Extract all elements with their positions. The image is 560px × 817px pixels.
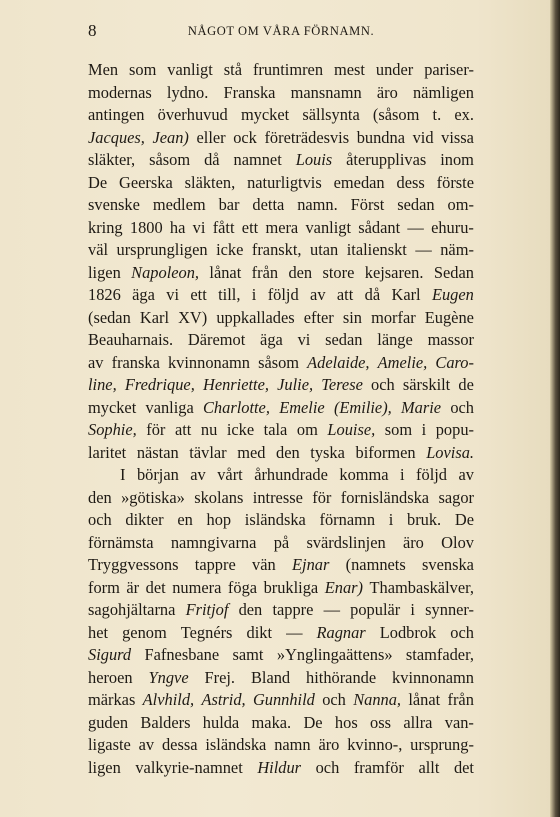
word: Thambaskälver, bbox=[369, 577, 474, 597]
word: ett bbox=[241, 217, 259, 237]
word: inom bbox=[440, 150, 474, 169]
word: märkas bbox=[88, 690, 136, 709]
italic-word: Lovisa. bbox=[426, 442, 474, 462]
word: bruk. bbox=[407, 510, 442, 529]
word: namnet bbox=[233, 150, 282, 169]
word: vi bbox=[192, 217, 206, 237]
word: kejsaren. bbox=[364, 262, 424, 282]
italic-word: Eugen bbox=[431, 285, 474, 304]
word: att bbox=[174, 420, 192, 439]
text-line bbox=[88, 352, 474, 375]
word: stamfader, bbox=[405, 645, 474, 664]
word: tappre bbox=[272, 600, 314, 619]
word: av bbox=[138, 735, 155, 754]
italic-word: Caro- bbox=[435, 352, 474, 372]
text-line bbox=[88, 464, 474, 487]
word: och bbox=[88, 510, 112, 529]
word: oss bbox=[370, 712, 391, 732]
italic-word: Marie bbox=[401, 397, 442, 417]
italic-word: Nanna, bbox=[353, 690, 401, 709]
word: ligaste bbox=[88, 735, 131, 754]
word: föga bbox=[227, 577, 258, 597]
word: hulda bbox=[202, 712, 240, 732]
text-line bbox=[88, 712, 474, 735]
word: sedan bbox=[325, 330, 363, 349]
word: »Ynglingaättens» bbox=[276, 645, 393, 664]
word: store bbox=[322, 262, 355, 282]
page-spine-edge bbox=[550, 0, 560, 817]
word: Tegnérs bbox=[180, 622, 233, 642]
word: Frej. bbox=[204, 667, 236, 687]
word: i bbox=[421, 420, 427, 439]
word: I bbox=[120, 465, 126, 484]
word: då bbox=[364, 285, 381, 304]
word: är bbox=[126, 577, 140, 597]
italic-word: Enar) bbox=[324, 577, 363, 597]
text-line bbox=[88, 667, 474, 690]
word: näm- bbox=[440, 240, 474, 259]
word: om bbox=[296, 420, 318, 439]
word: svenske bbox=[88, 195, 140, 214]
word: svenska bbox=[422, 555, 474, 574]
italic-word: line, bbox=[88, 375, 117, 394]
word: stå bbox=[223, 60, 242, 79]
word: väl bbox=[88, 240, 109, 259]
text-line bbox=[88, 509, 474, 532]
word: Men bbox=[88, 60, 119, 79]
word: hithörande bbox=[306, 667, 377, 687]
word: särskilt bbox=[402, 375, 451, 394]
word: naturligtvis bbox=[247, 172, 322, 192]
word: ock bbox=[233, 127, 257, 147]
word: mycket bbox=[88, 397, 137, 417]
word: företrädesvis bbox=[264, 127, 350, 147]
page-number: 8 bbox=[88, 21, 97, 40]
italic-word: Louise, bbox=[327, 420, 376, 439]
text-line bbox=[88, 127, 474, 150]
word: den bbox=[288, 262, 313, 282]
italic-word: Louis bbox=[295, 150, 333, 169]
word: hos bbox=[334, 712, 358, 732]
word: och bbox=[450, 397, 474, 417]
word: ehuru- bbox=[431, 217, 474, 237]
word: tyska bbox=[310, 442, 345, 462]
word: såsom bbox=[149, 150, 191, 169]
word: den bbox=[88, 487, 112, 507]
word: Fafnesbane bbox=[144, 645, 220, 664]
word: vän bbox=[252, 555, 276, 574]
word: äro bbox=[402, 532, 424, 552]
word: vårt bbox=[217, 465, 243, 484]
word: het bbox=[88, 622, 109, 642]
word: form bbox=[88, 577, 120, 597]
word: följd bbox=[267, 285, 299, 304]
word: från bbox=[447, 690, 474, 709]
word: länge bbox=[377, 330, 413, 349]
text-line bbox=[88, 149, 474, 172]
word: popu- bbox=[435, 420, 474, 439]
word: som bbox=[129, 60, 157, 79]
word: — bbox=[415, 240, 432, 259]
word: i bbox=[251, 285, 257, 304]
word: medlem bbox=[152, 195, 206, 214]
word: namn bbox=[274, 735, 311, 754]
word: icke bbox=[226, 420, 255, 439]
text-line bbox=[88, 757, 474, 780]
word: skolans bbox=[194, 487, 244, 507]
word: De bbox=[303, 712, 323, 732]
word: som bbox=[384, 420, 413, 439]
italic-word: Emelie bbox=[279, 397, 325, 417]
text-line bbox=[88, 374, 474, 397]
word: Franska bbox=[223, 82, 276, 102]
word: »götiska» bbox=[121, 487, 185, 507]
text-line bbox=[88, 689, 474, 712]
word: bar bbox=[218, 195, 240, 214]
word: mest bbox=[333, 60, 365, 79]
word: då bbox=[204, 150, 220, 169]
text-line bbox=[88, 104, 474, 127]
italic-word: Fredrique, bbox=[124, 375, 195, 394]
word: italienskt bbox=[346, 240, 407, 259]
italic-word: Hildur bbox=[257, 757, 302, 777]
word: 1800 bbox=[129, 217, 163, 237]
word: under bbox=[375, 60, 414, 79]
word: ursprungligen bbox=[116, 240, 208, 259]
word: pariser- bbox=[424, 60, 474, 79]
running-title: NÅGOT OM VÅRA FÖRNAMN. bbox=[187, 24, 375, 38]
word: sådant bbox=[358, 217, 401, 237]
text-line bbox=[88, 217, 474, 240]
word: guden bbox=[88, 712, 129, 732]
word: kvinno-, bbox=[347, 735, 403, 754]
italic-word: Astrid, bbox=[201, 690, 246, 709]
word: — bbox=[407, 217, 424, 237]
word: vi bbox=[166, 285, 179, 304]
italic-word: Napoleon, bbox=[131, 262, 200, 282]
word: dikter bbox=[125, 510, 164, 529]
text-line bbox=[88, 487, 474, 510]
word: Geerska bbox=[119, 172, 173, 192]
text-line bbox=[88, 554, 474, 577]
word: fornisländska bbox=[340, 487, 430, 507]
word: — bbox=[286, 622, 303, 642]
text-line bbox=[88, 329, 474, 352]
word: förste bbox=[436, 172, 474, 192]
text-line bbox=[88, 172, 474, 195]
word: laritet bbox=[88, 442, 127, 462]
word: De bbox=[454, 510, 474, 529]
text-line bbox=[88, 644, 474, 667]
italic-word: Gunnhild bbox=[252, 690, 315, 709]
word: det bbox=[145, 577, 166, 597]
word: i bbox=[388, 510, 394, 529]
word: komma bbox=[339, 465, 389, 484]
word: nästan bbox=[136, 442, 179, 462]
word: nu bbox=[200, 420, 218, 439]
word: sagor bbox=[438, 487, 474, 507]
word: allt bbox=[418, 757, 440, 777]
word: äga bbox=[132, 285, 155, 304]
word: valkyrie-namnet bbox=[135, 757, 243, 777]
word: ursprung- bbox=[410, 735, 474, 754]
word: synner- bbox=[425, 600, 474, 619]
word: sällsynta bbox=[302, 105, 360, 124]
word: Däremot bbox=[187, 330, 246, 349]
word: Karl bbox=[139, 307, 169, 327]
word: ligen bbox=[88, 757, 121, 777]
text-line bbox=[88, 532, 474, 555]
word: och bbox=[322, 690, 346, 709]
word: en bbox=[177, 510, 193, 529]
word: genom bbox=[122, 622, 167, 642]
word: De bbox=[88, 172, 108, 192]
word: Sedan bbox=[433, 262, 474, 282]
word: återupplivas bbox=[346, 150, 427, 169]
word: den bbox=[276, 442, 300, 462]
word: fått bbox=[212, 217, 235, 237]
word: biformen bbox=[355, 442, 416, 462]
word: det bbox=[453, 757, 474, 777]
text-line bbox=[88, 307, 474, 330]
word: kvinnonamn bbox=[392, 667, 474, 687]
word: uppkallades bbox=[216, 307, 295, 327]
word: Först bbox=[350, 195, 385, 214]
word: tala bbox=[263, 420, 288, 439]
word: och bbox=[315, 757, 340, 777]
word: isländska bbox=[244, 510, 306, 529]
word: ligen bbox=[88, 262, 121, 282]
word: heroen bbox=[88, 667, 133, 687]
word: (namnets bbox=[345, 555, 406, 574]
word: icke bbox=[216, 240, 244, 259]
word: vanligt bbox=[167, 60, 213, 79]
word: släkten, bbox=[184, 172, 236, 192]
word: lånat bbox=[408, 690, 441, 709]
word: äro bbox=[376, 82, 398, 102]
word: av bbox=[190, 465, 206, 484]
word: van- bbox=[444, 712, 474, 732]
word: vanligt bbox=[305, 217, 352, 237]
word: dessa bbox=[161, 735, 198, 754]
page-header bbox=[88, 21, 474, 41]
italic-word: Ejnar bbox=[292, 555, 330, 574]
italic-word: Henriette, bbox=[202, 375, 269, 394]
italic-word: Julie, bbox=[277, 375, 314, 394]
text-line bbox=[88, 284, 474, 307]
word: mansnamn bbox=[290, 82, 362, 102]
word: franskt, bbox=[251, 240, 302, 259]
text-line bbox=[88, 577, 474, 600]
italic-word: Adelaide, bbox=[307, 352, 370, 372]
word: mycket bbox=[240, 105, 290, 124]
word: 1826 bbox=[88, 285, 121, 304]
word: de bbox=[458, 375, 474, 394]
word: århundrade bbox=[254, 465, 328, 484]
word: Olov bbox=[441, 532, 474, 552]
word: överhuvud bbox=[157, 105, 228, 124]
word: på bbox=[273, 532, 290, 552]
word: bundna bbox=[356, 127, 405, 147]
word: Beauharnais. bbox=[88, 330, 174, 349]
word: utan bbox=[310, 240, 339, 259]
text-line bbox=[88, 194, 474, 217]
word: XV) bbox=[178, 307, 208, 327]
text-line bbox=[88, 734, 474, 757]
word: sin bbox=[342, 307, 362, 327]
word: ha bbox=[169, 217, 186, 237]
word: dess bbox=[396, 172, 425, 192]
word: eller bbox=[196, 127, 226, 147]
italic-word: Jacques, bbox=[88, 127, 145, 147]
text-line bbox=[88, 82, 474, 105]
word: såsom bbox=[258, 352, 300, 372]
word: lånat bbox=[209, 262, 242, 282]
word: för bbox=[312, 487, 332, 507]
word: lydno. bbox=[166, 82, 209, 102]
word: av bbox=[88, 352, 104, 372]
word: och bbox=[371, 375, 395, 394]
word: Lodbrok bbox=[379, 622, 437, 642]
word: kring bbox=[88, 217, 123, 237]
word: fruntimren bbox=[252, 60, 324, 79]
text-line bbox=[88, 59, 474, 82]
italic-word: Terese bbox=[321, 375, 363, 394]
word: populär bbox=[350, 600, 401, 619]
word: i bbox=[400, 465, 405, 484]
italic-word: Charlotte, bbox=[203, 397, 270, 417]
italic-word: Amelie, bbox=[377, 352, 428, 372]
text-line bbox=[88, 622, 474, 645]
italic-word: Fritjof bbox=[185, 600, 229, 619]
text-line bbox=[88, 397, 474, 420]
word: från bbox=[251, 262, 279, 282]
word: franska bbox=[111, 352, 160, 372]
word: tävlar bbox=[189, 442, 227, 462]
word: vid bbox=[412, 127, 434, 147]
word: — bbox=[323, 600, 340, 619]
text-line bbox=[88, 262, 474, 285]
word: vissa bbox=[441, 127, 474, 147]
word: vanliga bbox=[145, 397, 194, 417]
word: Karl bbox=[391, 285, 421, 304]
word: Bland bbox=[250, 667, 291, 687]
italic-word: Alvhild, bbox=[142, 690, 195, 709]
word: framför bbox=[353, 757, 404, 777]
word: ex. bbox=[454, 105, 474, 124]
italic-word: Jean) bbox=[152, 127, 189, 147]
word: kvinnonamn bbox=[167, 352, 250, 372]
word: att bbox=[336, 285, 354, 304]
word: samt bbox=[232, 645, 264, 664]
word: med bbox=[237, 442, 266, 462]
italic-word: Sophie, bbox=[88, 420, 137, 439]
word: sedan bbox=[397, 195, 435, 214]
word: antingen bbox=[88, 105, 145, 124]
word: i bbox=[410, 600, 415, 619]
italic-word: Ragnar bbox=[316, 622, 366, 642]
word: släkter, bbox=[88, 150, 136, 169]
text-line bbox=[88, 442, 474, 465]
word: förnämsta bbox=[88, 532, 154, 552]
word: förnamn bbox=[319, 510, 376, 529]
word: äro bbox=[318, 735, 340, 754]
text-line bbox=[88, 599, 474, 622]
text-line bbox=[88, 239, 474, 262]
word: mera bbox=[265, 217, 299, 237]
word: Balders bbox=[140, 712, 191, 732]
word: hop bbox=[206, 510, 232, 529]
word: nämligen bbox=[412, 82, 474, 102]
word: och bbox=[450, 622, 474, 642]
word: t. bbox=[432, 105, 442, 124]
word: brukliga bbox=[263, 577, 319, 597]
word: äga bbox=[260, 330, 283, 349]
word: den bbox=[238, 600, 263, 619]
word: massor bbox=[427, 330, 474, 349]
word: maka. bbox=[251, 712, 292, 732]
word: dikt bbox=[246, 622, 272, 642]
body-text bbox=[88, 59, 474, 779]
italic-word: (Emilie), bbox=[333, 397, 392, 417]
word: vi bbox=[297, 330, 311, 349]
italic-word: Sigurd bbox=[88, 645, 132, 664]
word: namn. bbox=[297, 195, 338, 214]
word: efter bbox=[303, 307, 334, 327]
word: till, bbox=[218, 285, 241, 304]
word: om- bbox=[447, 195, 474, 214]
italic-word: Yngve bbox=[148, 667, 189, 687]
word: (sedan bbox=[88, 307, 131, 327]
word: detta bbox=[252, 195, 285, 214]
word: av bbox=[310, 285, 326, 304]
word: (såsom bbox=[372, 105, 420, 124]
word: början bbox=[136, 465, 179, 484]
word: för bbox=[146, 420, 166, 439]
word: namngivarna bbox=[170, 532, 257, 552]
word: morfar bbox=[371, 307, 416, 327]
text-line bbox=[88, 419, 474, 442]
word: ett bbox=[190, 285, 207, 304]
word: tappre bbox=[194, 555, 236, 574]
word: Tryggvessons bbox=[88, 555, 179, 574]
word: isländska bbox=[205, 735, 267, 754]
word: av bbox=[458, 465, 474, 484]
word: numera bbox=[172, 577, 222, 597]
word: intresse bbox=[252, 487, 303, 507]
word: allra bbox=[403, 712, 433, 732]
word: sagohjältarna bbox=[88, 600, 176, 619]
word: svärdslinjen bbox=[306, 532, 386, 552]
word: modernas bbox=[88, 82, 152, 102]
word: Eugène bbox=[424, 307, 474, 327]
word: emedan bbox=[333, 172, 385, 192]
word: följd bbox=[416, 465, 448, 484]
